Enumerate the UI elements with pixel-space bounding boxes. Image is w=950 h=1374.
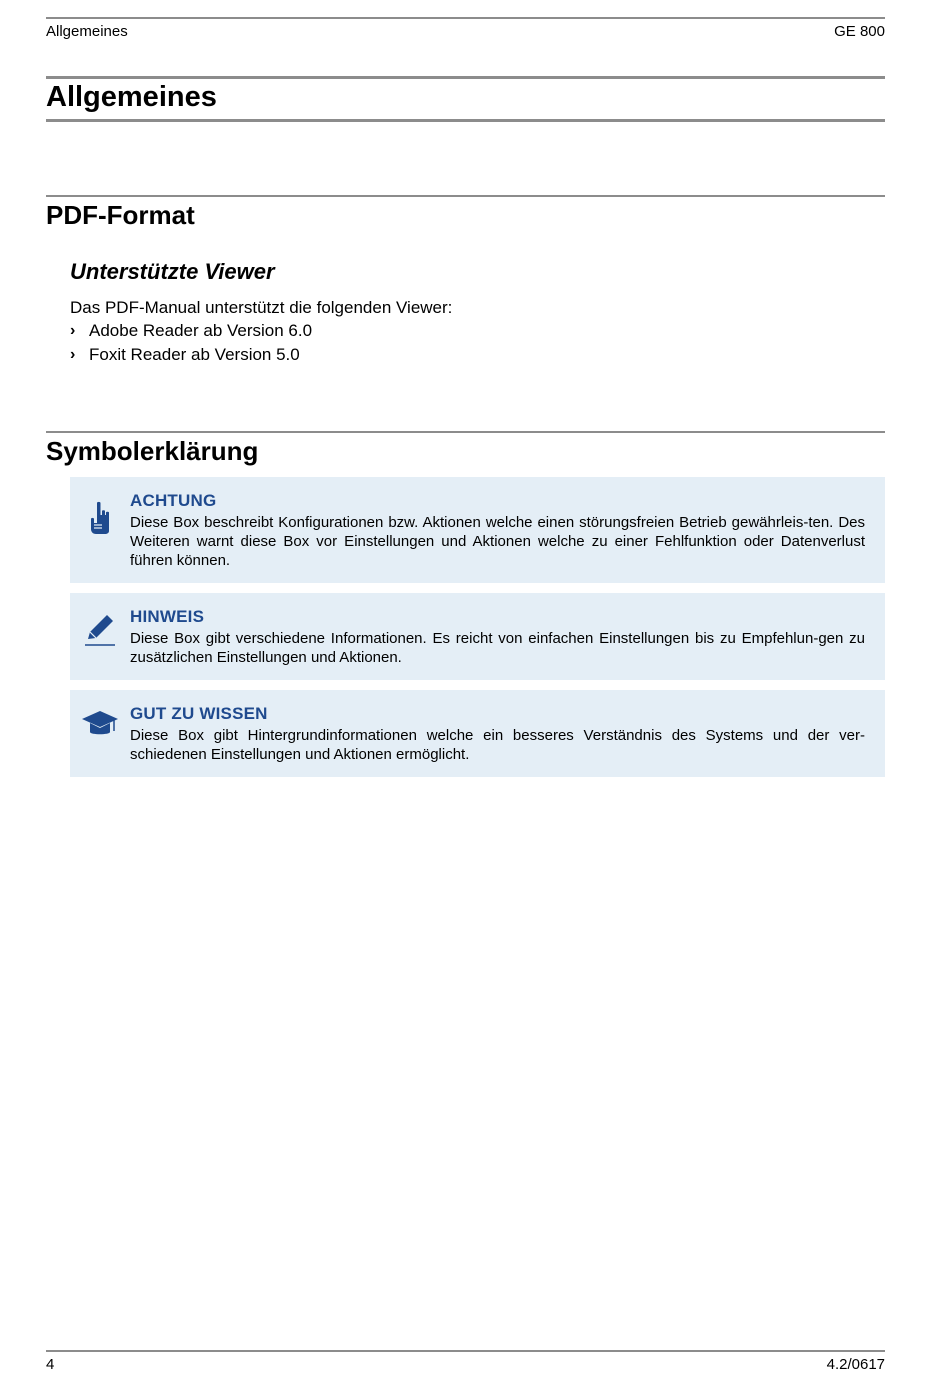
page-number: 4: [46, 1356, 55, 1373]
hinweis-text: Diese Box gibt verschiedene Informationen. Es reicht von einfachen Einstellungen bis zu Empfehlun-gen zu zusätzlichen Einstellungen und Aktionen.: [130, 630, 865, 666]
header-right-label: GE 800: [834, 23, 885, 40]
list-item: [70, 345, 300, 365]
achtung-title: ACHTUNG: [130, 491, 217, 510]
viewer-intro-text: Das PDF-Manual unterstützt die folgenden Viewer:: [70, 298, 453, 317]
pencil-icon: [80, 609, 120, 649]
chapter-title-top-rule: [46, 76, 885, 79]
section-title-symbolerklaerung: Symbolerklärung: [46, 436, 259, 466]
list-item: [70, 321, 312, 341]
hinweis-box: [70, 593, 885, 680]
section-pdf-format-rule: [46, 195, 885, 197]
hinweis-title: HINWEIS: [130, 607, 205, 626]
achtung-box: [70, 477, 885, 583]
section-title-pdf-format: PDF-Format: [46, 200, 195, 230]
list-item-label: Foxit Reader ab Version 5.0: [89, 345, 300, 364]
pointing-hand-icon: [80, 499, 120, 539]
chapter-title: Allgemeines: [46, 81, 217, 113]
document-version: 4.2/0617: [826, 1356, 885, 1373]
list-item-label: Adobe Reader ab Version 6.0: [89, 321, 313, 340]
graduation-cap-icon: [80, 704, 120, 744]
header-left-label: Allgemeines: [46, 23, 128, 40]
achtung-text: Diese Box beschreibt Konfigurationen bzw. Aktionen welche einen störungsfreien Betrieb gewährleis-ten. Des Weiteren warnt diese Box vor Einstellungen und Aktionen welche zu einer Fehlfunktion oder Datenverlust führen können.: [130, 514, 865, 569]
chevron-right-icon: ›: [70, 322, 76, 339]
footer-rule: [46, 1350, 885, 1352]
gut-zu-wissen-title: GUT ZU WISSEN: [130, 704, 268, 723]
chapter-title-bottom-rule: [46, 119, 885, 122]
section-symbol-rule: [46, 431, 885, 433]
chevron-right-icon: ›: [70, 346, 76, 363]
gut-zu-wissen-text: Diese Box gibt Hintergrundinformationen welche ein besseres Verständnis des Systems und der ver-schiedenen Einstellungen und Aktionen ermöglicht.: [130, 727, 865, 763]
gut-zu-wissen-box: [70, 690, 885, 777]
subsection-title-viewer: Unterstützte Viewer: [70, 259, 275, 284]
header-top-rule: [46, 17, 885, 19]
